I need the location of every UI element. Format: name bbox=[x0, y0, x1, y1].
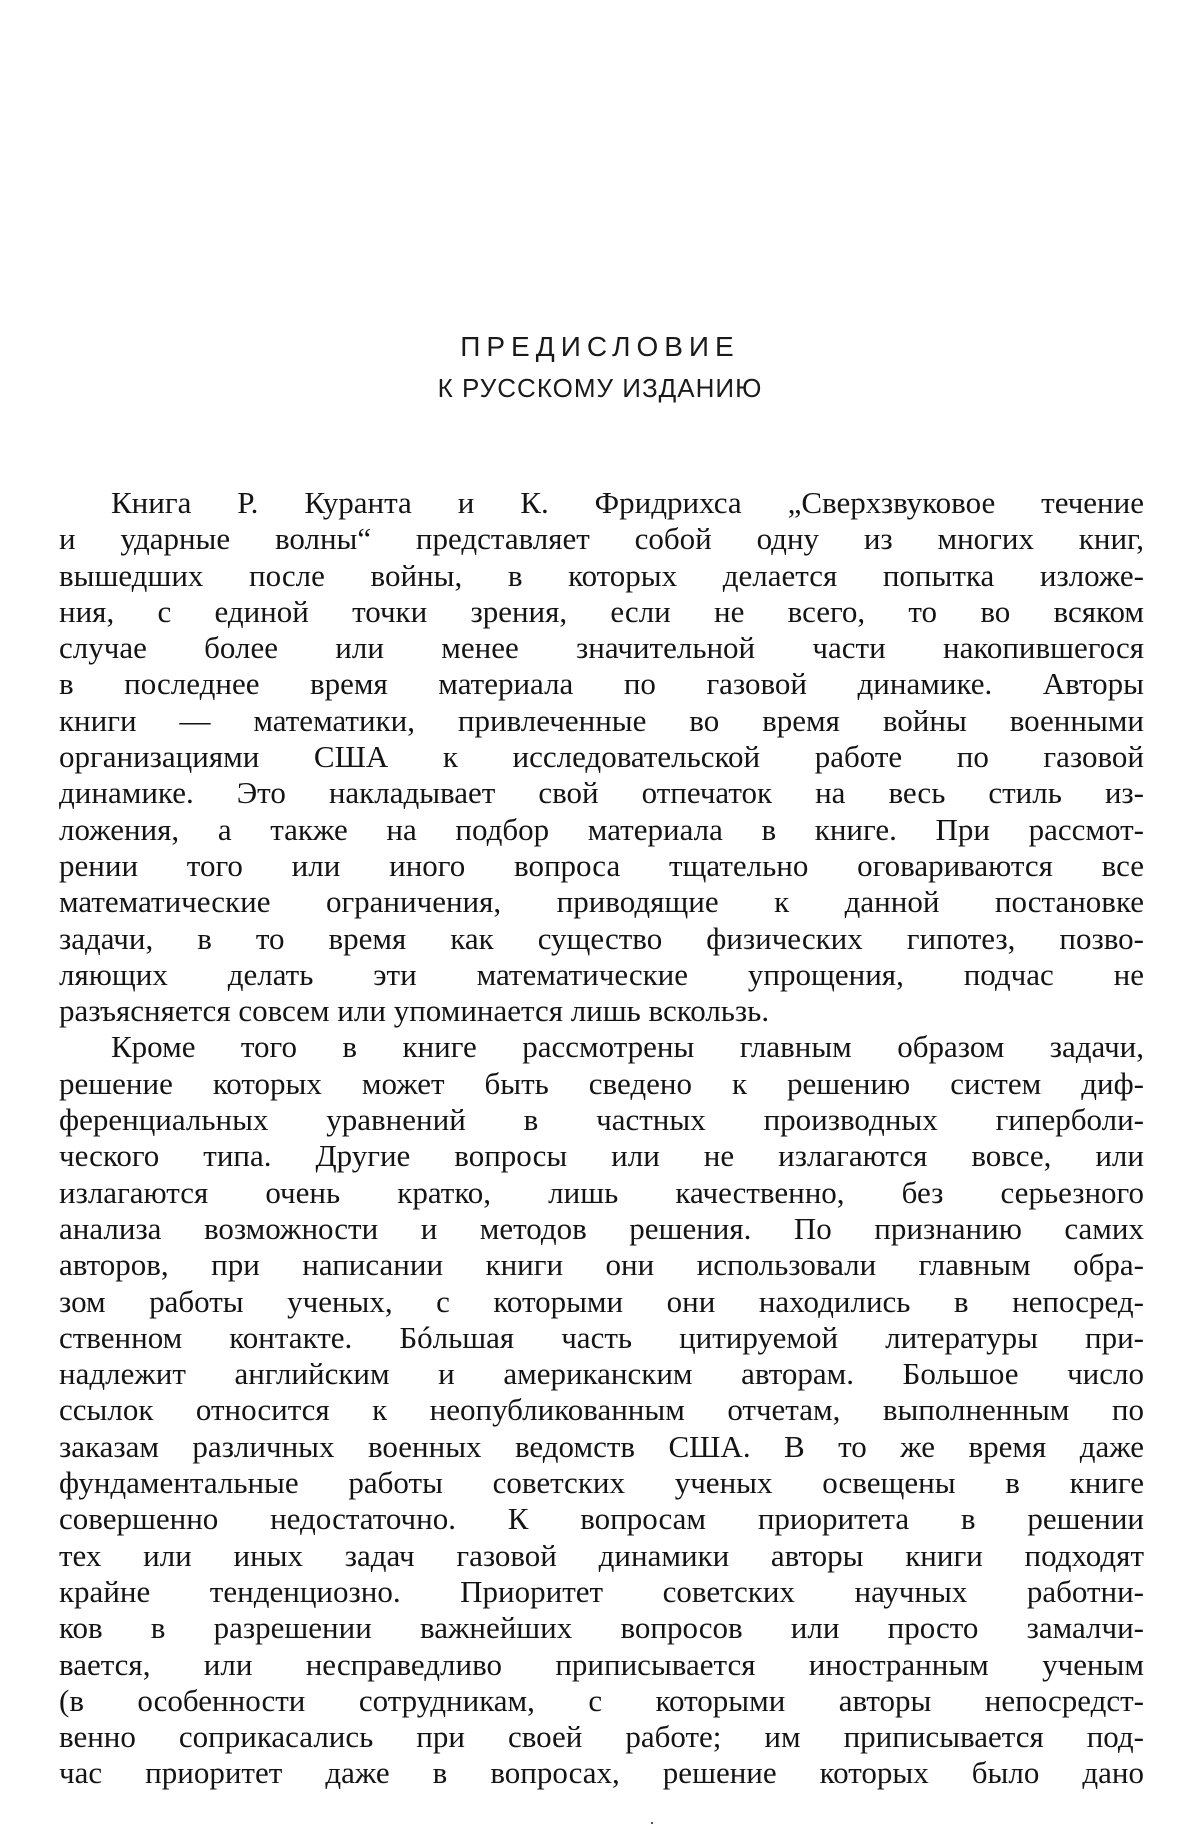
paragraph bbox=[59, 1029, 1144, 1791]
text-line: ния, с единой точки зрения, если не всего, то во всяком bbox=[59, 593, 1144, 629]
preface-title: ПРЕДИСЛОВИЕ bbox=[460, 331, 740, 362]
text-line: в последнее время материала по газовой динамике. Авторы bbox=[59, 666, 1144, 702]
text-line: и ударные волны“ представляет собой одну из многих книг, bbox=[59, 521, 1144, 557]
text-line: Кроме того в книге рассмотрены главным образом задачи, bbox=[111, 1029, 1144, 1065]
text-line: надлежит английским и американским авторам. Большое число bbox=[59, 1356, 1144, 1392]
preface-heading bbox=[0, 326, 1200, 408]
text-line: авторов, при написании книги они использовали главным обра- bbox=[59, 1247, 1144, 1283]
text-line: вышедших после войны, в которых делается попытка изложе- bbox=[59, 557, 1144, 593]
text-line: решение которых может быть сведено к решению систем диф- bbox=[59, 1065, 1144, 1101]
text-line: крайне тенденциозно. Приоритет советских научных работни- bbox=[59, 1573, 1144, 1609]
paragraph bbox=[59, 485, 1144, 1029]
text-line: ческого типа. Другие вопросы или не излагаются вовсе, или bbox=[59, 1138, 1144, 1174]
text-line: фундаментальные работы советских ученых освещены в книге bbox=[59, 1465, 1144, 1501]
text-line: математические ограничения, приводящие к данной постановке bbox=[59, 884, 1144, 920]
text-line: (в особенности сотрудникам, с которыми авторы непосредст- bbox=[59, 1682, 1144, 1718]
text-line: ляющих делать эти математические упрощения, подчас не bbox=[59, 956, 1144, 992]
text-line: Книга Р. Куранта и К. Фридрихса „Сверхзвуковое течение bbox=[111, 485, 1144, 520]
text-line: ственном контакте. Бóльшая часть цитируемой литературы при- bbox=[59, 1319, 1144, 1355]
print-speck bbox=[651, 1822, 653, 1824]
text-line: ков в разрешении важнейших вопросов или просто замалчи- bbox=[59, 1610, 1144, 1646]
text-line: излагаются очень кратко, лишь качественно, без серьезного bbox=[59, 1174, 1144, 1210]
text-line: заказам различных военных ведомств США. В то же время даже bbox=[59, 1428, 1144, 1464]
text-line: динамике. Это накладывает свой отпечаток на весь стиль из- bbox=[59, 775, 1144, 811]
text-line: ложения, а также на подбор материала в книге. При рассмот- bbox=[59, 811, 1144, 847]
text-line: организациями США к исследовательской работе по газовой bbox=[59, 739, 1144, 775]
preface-subtitle: К РУССКОМУ ИЗДАНИЮ bbox=[437, 373, 763, 403]
text-line: рении того или иного вопроса тщательно оговариваются все bbox=[59, 847, 1144, 883]
text-line: зом работы ученых, с которыми они находились в непосред- bbox=[59, 1283, 1144, 1319]
text-line: разъясняется совсем или упоминается лишь вскользь. bbox=[59, 993, 770, 1029]
text-line: вается, или несправедливо приписывается иностранным ученым bbox=[59, 1646, 1144, 1682]
text-line: венно соприкасались при своей работе; им приписывается под- bbox=[59, 1719, 1144, 1755]
text-line: случае более или менее значительной части накопившегося bbox=[59, 630, 1144, 666]
text-line: ссылок относится к неопубликованным отчетам, выполненным по bbox=[59, 1392, 1144, 1428]
text-line: анализа возможности и методов решения. По признанию самих bbox=[59, 1210, 1144, 1246]
text-line: задачи, в то время как существо физических гипотез, позво- bbox=[59, 920, 1144, 956]
preface-body bbox=[59, 485, 1144, 1792]
text-line: совершенно недостаточно. К вопросам приоритета в решении bbox=[59, 1501, 1144, 1537]
text-line: книги — математики, привлеченные во время войны военными bbox=[59, 702, 1144, 738]
text-line: ференциальных уравнений в частных производных гиперболи- bbox=[59, 1102, 1144, 1138]
text-line: час приоритет даже в вопросах, решение которых было дано bbox=[59, 1755, 1144, 1791]
text-line: тех или иных задач газовой динамики авторы книги подходят bbox=[59, 1537, 1144, 1573]
